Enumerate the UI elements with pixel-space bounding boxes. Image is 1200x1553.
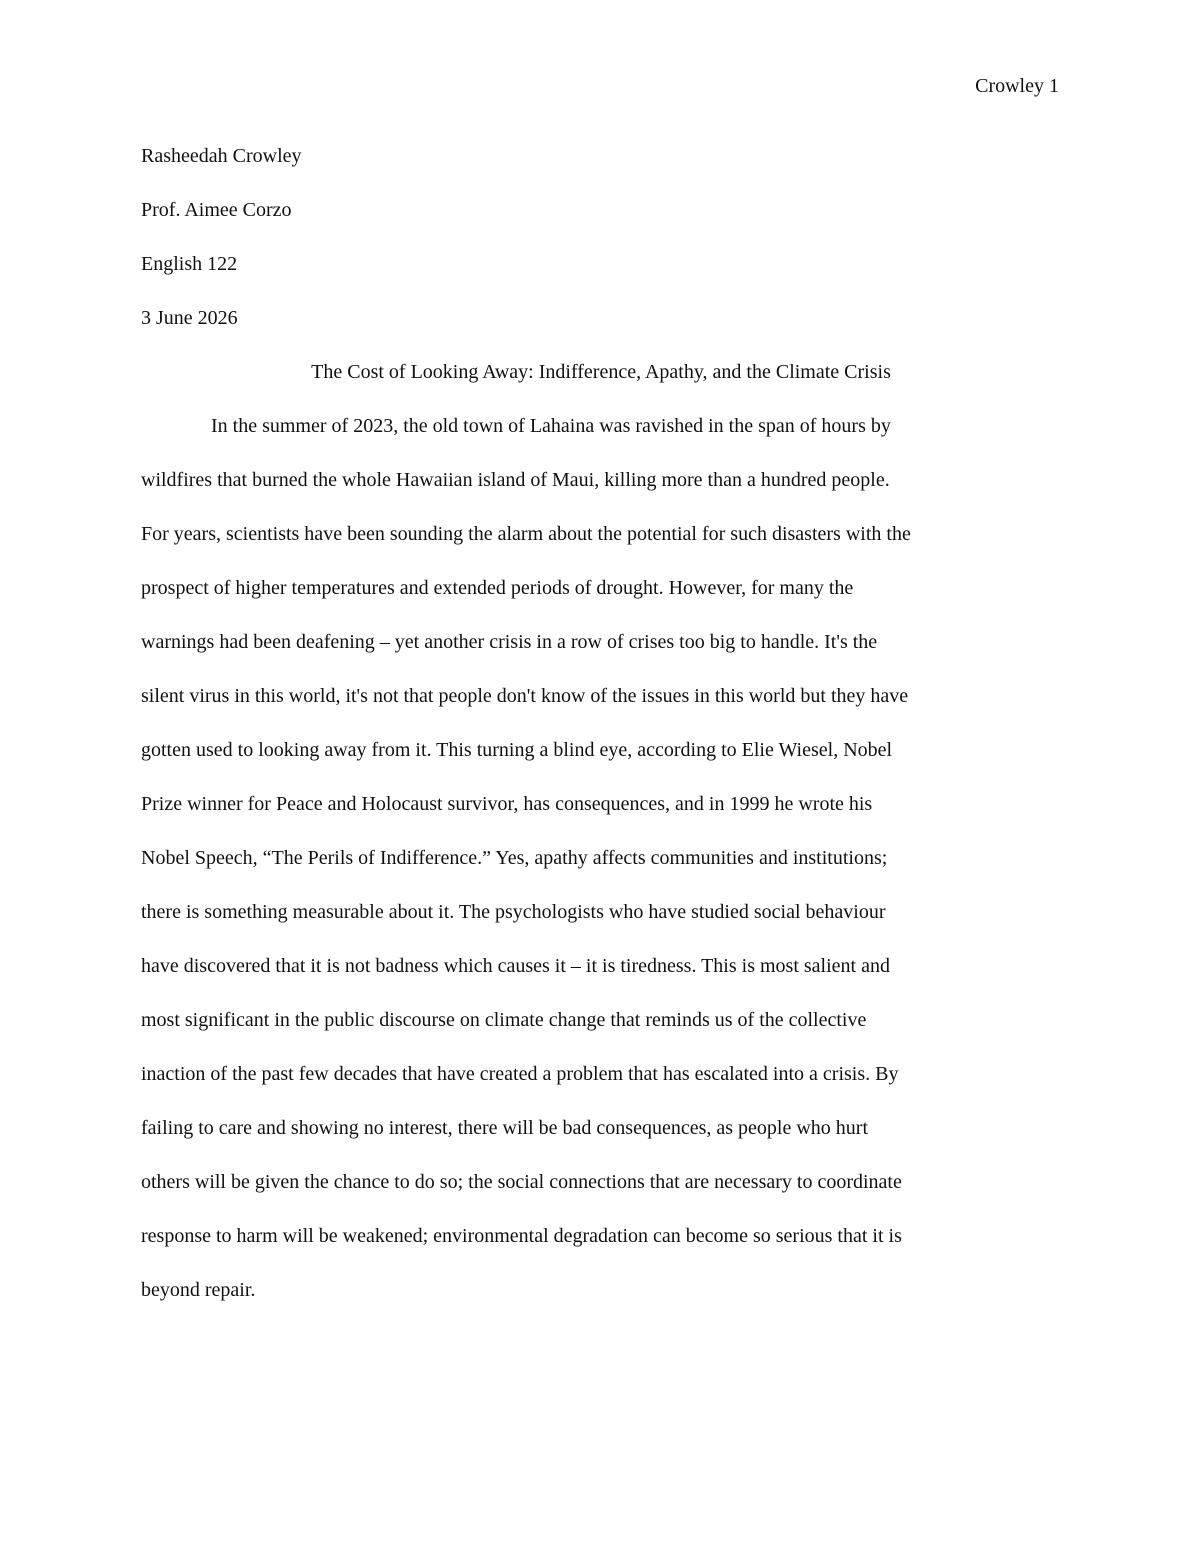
submission-date: 3 June 2026 bbox=[141, 307, 238, 329]
body-line: failing to care and showing no interest, there will be bad consequences, as people who hurt bbox=[141, 1117, 869, 1139]
body-line: silent virus in this world, it's not that people don't know of the issues in this world but they have bbox=[141, 685, 909, 707]
essay-body bbox=[141, 412, 1061, 1330]
body-line: Prize winner for Peace and Holocaust survivor, has consequences, and in 1999 he wrote his bbox=[141, 793, 873, 815]
body-line: For years, scientists have been sounding the alarm about the potential for such disasters with the bbox=[141, 523, 911, 545]
body-line: warnings had been deafening – yet another crisis in a row of crises too big to handle. It's the bbox=[141, 631, 878, 653]
body-line: inaction of the past few decades that have created a problem that has escalated into a crisis. By bbox=[141, 1063, 899, 1085]
body-line: Nobel Speech, “The Perils of Indifference.” Yes, apathy affects communities and institutions; bbox=[141, 847, 888, 869]
body-line: prospect of higher temperatures and extended periods of drought. However, for many the bbox=[141, 577, 854, 599]
body-line: have discovered that it is not badness which causes it – it is tiredness. This is most salient and bbox=[141, 955, 890, 977]
body-line: response to harm will be weakened; environmental degradation can become so serious that it is bbox=[141, 1225, 902, 1247]
body-line: wildfires that burned the whole Hawaiian island of Maui, killing more than a hundred people. bbox=[141, 469, 890, 491]
body-line: most significant in the public discourse on climate change that reminds us of the collective bbox=[141, 1009, 867, 1031]
body-line: gotten used to looking away from it. This turning a blind eye, according to Elie Wiesel, Nobel bbox=[141, 739, 893, 761]
running-head: Crowley 1 bbox=[975, 75, 1059, 97]
student-name: Rasheedah Crowley bbox=[141, 145, 302, 167]
body-line: there is something measurable about it. The psychologists who have studied social behaviour bbox=[141, 901, 886, 923]
essay-title: The Cost of Looking Away: Indifference, Apathy, and the Climate Crisis bbox=[311, 361, 891, 383]
mla-heading bbox=[141, 142, 1061, 358]
body-line: others will be given the chance to do so; the social connections that are necessary to coordinate bbox=[141, 1171, 902, 1193]
body-line: In the summer of 2023, the old town of Lahaina was ravished in the span of hours by bbox=[211, 415, 891, 437]
body-line: beyond repair. bbox=[141, 1279, 256, 1301]
instructor-name: Prof. Aimee Corzo bbox=[141, 199, 292, 221]
course-name: English 122 bbox=[141, 253, 238, 275]
